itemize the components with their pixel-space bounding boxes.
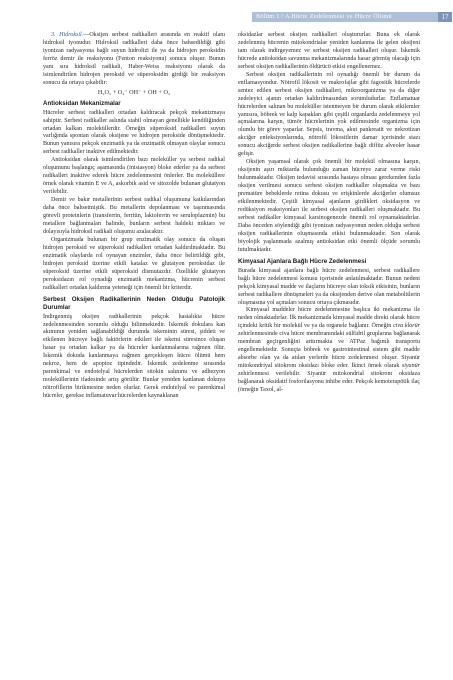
paragraph-metals: Demir ve bakır metallerinin serbest radikal oluşumuna katkılarından daha önce bahsetmiştik. Bu metallerin depolanması ve taşınmasında görevli proteinlerin (transferrin, ferritin, laktoferrin ve seruloplazmin) bu metallere bağlanmaları halinde, bunların serbest haldeki miktarı ve dolayısıyla hidroksil radikali oluşumu azalacaktır. <box>43 197 225 235</box>
paragraph-antioxidants-1: Hücreler serbest radikalleri ortadan kaldıracak pekçok mekanizmaya sahiptir. Serbest radikaller aslında stabil olmayan genellikle kendiliğinden ortadan kalkan moleküllerdir. Örneğin süperoksid radikalleri suyun varlığında spontan olarak oksijene ve hidrojen perokside dönüşmektedir. Bunun yanısıra pekçok enzimatik ya da enzimatik olmayan olaylar sonucu serbest radikaller inaktive edilmektedir. <box>43 109 225 156</box>
chemical-text-c: zehirlenmesi verilebilir. Siyanür mitokondrial sitokrom oksidaza bağlanarak oksidatif fosforilasyonu inhibe eder. Pekçok kemoterapötik ilaç (örneğin Taxol, al- <box>238 371 420 393</box>
chemical-text-a: Kimyasal maddeler hücre zedelenmesine başlıca iki mekanizma ile neden olmaktadırlar. İlk mekanizmada kimyasal madde direkt olarak hücre içindeki kritik bir molekül ve ya da organele bağlanır. Örneğin <box>238 307 420 330</box>
paragraph-continued: oksidazlar serbest oksijen radikalleri oluştururlar. Buna ek olarak zedelenmiş hücrenin mitokondrialar yeniden kanlanma ile gelen oksijeni tam olarak indirgeyemez ve serbest oksijen radikalleri oluşur. İskemik hücrede antioksidan savunma mekanizmalarında hasar görmüş olacağı için serbest oksijen radikallerinin öldürücü etkisi engellenemez. <box>238 32 420 70</box>
chemical-term-cyanide: siyanür <box>401 363 420 370</box>
paragraph-chemical-1: Burada kimyasal ajanlara bağlı hücre zedelenmesi, serbest radikallere bağlı hücre zedelenmesi konusu içerisinde anlatılmaktadır. Bunun nedeni pekçok kimyasal madde ve ilaçların hücreye olan toksik etkisinin, bunların serbest radikallere dönüşmeleri ya da oksijenden derive olan metabolitlerin oluşmasına yol açmaları sonucu ortaya çıkmasıdır. <box>238 267 420 306</box>
paragraph-oxygen: Oksijen yaşamsal olarak çok önemli bir molekül olmasına karşın, oksijenin aşırı miktarda bulunduğu zaman hücreye zarar verme riski bulunmaktadır. Oksijen tedavisi sırasında hastaya olması gerekenden fazla oksijen verilmesi sonucu serbest oksijen radikaller oluşmakta ve bazı prematüre bebeklerde retina dokusu ve erişkinlerde akciğerler olumsuz etkilenmektedir. Çeşitli kimyasal ajanların girdikleri oksidasyon ve redüksiyon reaksiyonları ile serbest oksijen radikalleri oluşmaktadır. Bu serbest radikaller kimyasal karsinogenezde önemli rol oynamaktadırlar. Daha önceden söylendiği gibi iyonizan radyasyonun neden olduğu serbest oksijen radikallerinin oluşmasında etkisi bulunmaktadır. Son olarak biyolojik yaşlanmada azalmış antioksidan etki önemli ölçüde sorumlu tutulmaktadır. <box>238 159 420 253</box>
paragraph-hydroxyl <box>43 32 225 88</box>
heading-pathology: Serbest Oksijen Radikallerinin Neden Olduğu Patolojik Durumlar <box>43 295 225 311</box>
running-header: Bölüm 1 / A Hücre Zedelenmesi ve Hücre Ölümü <box>256 13 392 20</box>
haber-weiss-equation: H₂O₂ + O₂⁻ OH⁻ + OH + O₂ <box>97 88 171 96</box>
page-number: 17 <box>438 12 452 22</box>
paragraph-pathology: İndirgenmiş oksijen radikallerinin pekçok hastalıkta hücre zedelenmesinden sorumlu olduğu bilinmektedir. İskemik dokulara kan akımının yeniden sağlanabildiği durumda iskeminin süresi, şiddeti ve etkilenen hücreye bağlı faktörlerin etkileri ile iskemi süresince oluşan hasar ya ortadan kalkar ya da hücreler kanlanmalarına rağmen ölür. İskemik dokuda kanlanmaya rağmen gerçekleşen hücre ölümü hem nekroz, hem de apoptoz tipindedir. İskemik zedelenme sırasında parenkimal ve endotelyal hücrelerden sitokin salınımı ve adhezyon moleküllerinin ifadesinde artış görülür. Bunlar yeniden kanlanan dokuya nötrofillerin birikmesine neden olurlar. Gerek endotelyal ve parenkimal hücreler, gerekse inflamatuvar hücrelerden kaynaklanan <box>43 313 225 400</box>
heading-antioxidants: Antioksidan Mekanizmalar <box>43 99 121 107</box>
paragraph-chemical-2 <box>238 307 420 394</box>
chemical-term-mercury: civa klorür <box>393 323 420 330</box>
chemical-text-b: zehirlenmesinde civa hücre membranındaki sülfidril gruplarına bağlanarak membran geçirgenliğini arttırmakta ve ATPaz bağımlı transportu engellemektedir. Sonuçta böbrek ve gastrointestinal sistem gibi madde absorbe olan ya da atılan yerlerde hücre zedelenmesi oluşur. Siyanür mitokondriyal sitokrom oksidazı bloke eder. İkinci örnek olarak <box>238 331 420 370</box>
paragraph-antioxidants-2: Antioksidan olarak isimlendirilen bazı moleküller ya serbest radikal oluşumunu başlangıç aşamasında (inisiasyon) bloke ederler ya da serbest radikalleri inaktive ederek hücre zedelenmesini önlerler. Bu moleküllere örnek olarak vitamin E ve A, askorbik asid ve sitozolde bulunan glutatyon verilebilir. <box>43 157 225 196</box>
hydroxyl-subtitle: 3. Hidroksil. <box>51 32 84 38</box>
left-column <box>43 32 225 401</box>
paragraph-enzymes: Organizmada bulunan bir grup enzimatik olay sonucu da oluşan hidrojen peroksid ve süperoksid radikalleri ortadan kaldırılmaktadır. Bu enzimatik olaylarda rol oynayan enzimler, daha önce belirtildiği gibi, hidrojen peroksid üzerine etkili katalaz ve glutatyon peroksidaz ile süperoksid üzerine etkili süperoksid dismutazdır. Özellikle glutatyon peroksidazın rol oynadığı enzimatik mekanizma, hücrenin serbest radikalleri ortadan kaldırma yeteneği için önemli bir kriterdir. <box>43 236 225 291</box>
heading-chemical-agents: Kimyasal Ajanlara Bağlı Hücre Zedelenmesi <box>238 257 367 265</box>
paragraph-inflammation: Serbest oksijen radikallerinin rol oynadığı önemli bir durum da enflamasyondur. Nötrofil lökosit ve makrofajlar gibi fagositik hücrelerde sentez edilen serbest oksijen radikalleri, mikroorganizma ya da diğer zedeleyici ajanın ortadan kaldırılmasından sorumludurlar. Enflamatuar hücrelerden salınan bu moleküller istenmeyen bir durum olarak etkilemler yanısıra, böbrek ve kalp kapakları gibi çeşitli organlarda zedelenmeye yol açmalarına karşın, tümör hücrelerinin yok edilmesinde organizma için olumlu bir görev yaparlar. Sepsis, travma, akut pankreatit ve nekrotizan akciğer enfeksiyonlarında, nötrofil lökositlerin damar içerisinde stazı sonucu akciğerde serbest oksijen radikallerine bağlı diffüz alveoler hasar gelişir. <box>238 71 420 158</box>
right-column <box>238 32 420 395</box>
hydroxyl-body: —Oksijen serbest radikalleri arasında en reaktif olanı hidroksil iyonudur. Hidroksil radikalleri daha önce bahsedildiği gibi iyonizan radyasyona bağlı suyun hidrolizi ile ya da hidrojen peroksidin ferröz demir ile reaksiyonu (Fenton reaksiyonu) sonucu oluşur. Bunun yanı sıra hidroksil radikali, Haber-Weiss reaksiyonu olarak da isimlendirilen hidrojen peroksid ve süperoksidin girdiği bir reaksiyon sonucu da ortaya çıkabilir: <box>43 32 225 86</box>
